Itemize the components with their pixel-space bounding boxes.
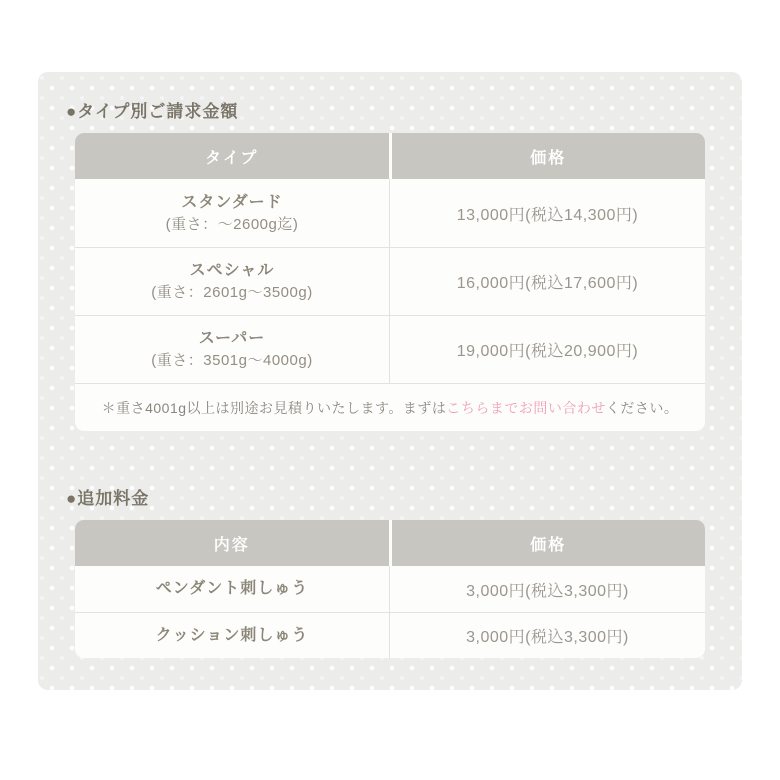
price-cell: 19,000円(税込20,900円)	[456, 343, 639, 360]
column-header-price: 価格	[392, 520, 706, 566]
additional-fees-title: ●追加料金	[66, 489, 150, 508]
additional-fees-table-header	[75, 520, 705, 566]
column-header-type: タイプ	[75, 133, 389, 179]
table-row-cushion	[75, 612, 705, 658]
type-cell	[75, 248, 390, 315]
price-cell: 3,000円(税込3,300円)	[466, 629, 629, 646]
type-weight-range: (重さ：3501g〜4000g)	[151, 352, 313, 369]
contact-link[interactable]: こちらまでお問い合わせ	[446, 399, 606, 416]
price-cell: 3,000円(税込3,300円)	[466, 582, 629, 600]
additional-fees-table	[75, 520, 705, 658]
fee-item-cell: ペンダント刺しゅう	[75, 566, 390, 612]
type-name: スーパー	[198, 330, 266, 347]
column-header-content: 内容	[75, 520, 389, 566]
type-pricing-table	[75, 133, 705, 431]
table-row-pendant	[75, 566, 705, 612]
note-text-after: ください。	[605, 399, 679, 416]
table-row-special	[75, 247, 705, 315]
estimate-note	[75, 383, 705, 431]
price-cell: 16,000円(税込17,600円)	[456, 275, 639, 292]
price-cell: 13,000円(税込14,300円)	[456, 206, 639, 224]
type-cell	[75, 179, 390, 247]
type-pricing-title: ●タイプ別ご請求金額	[66, 102, 239, 121]
pricing-panel	[38, 72, 742, 690]
additional-fees-section	[66, 489, 705, 658]
type-weight-range: (重さ：〜2600g迄)	[165, 215, 299, 233]
table-row-super	[75, 315, 705, 383]
fee-item-cell: クッション刺しゅう	[75, 613, 390, 658]
type-name: スペシャル	[189, 262, 275, 279]
column-header-price: 価格	[392, 133, 706, 179]
type-pricing-section	[66, 102, 705, 431]
table-row-standard	[75, 179, 705, 247]
note-text-before: ＊重さ4001g以上は別途お見積りいたします。まずは	[101, 399, 447, 416]
type-pricing-table-header	[75, 133, 705, 179]
type-weight-range: (重さ：2601g〜3500g)	[151, 284, 313, 301]
type-cell	[75, 316, 390, 383]
type-name: スタンダード	[181, 193, 283, 211]
